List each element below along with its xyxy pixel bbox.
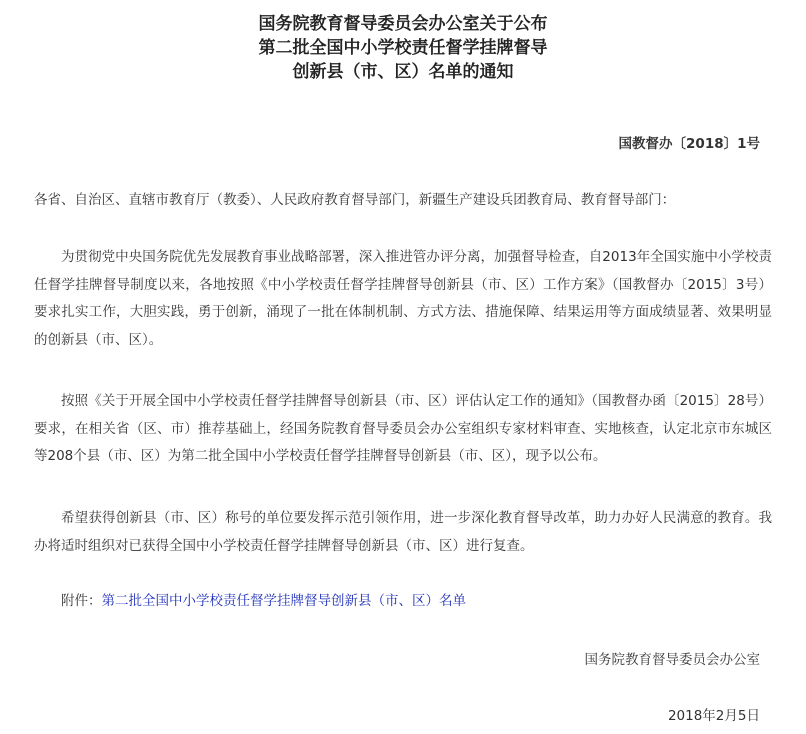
attachment-label: 附件：	[61, 593, 102, 609]
issue-date: 2018年2月5日	[667, 708, 760, 724]
title-line-2: 第二批全国中小学校责任督学挂牌督导	[258, 38, 548, 58]
body-paragraph-2: 按照《关于开展全国中小学校责任督学挂牌督导创新县（市、区）评估认定工作的通知》（国教督办函〔2015〕28号）要求，在相关省（区、市）推荐基础上，经国务院教育督导委员会办公室组织专家材料审查、实地核查，认定北京市东城区等208个县（市、区）为第二批全国中小学校责任督学挂牌督导创新县（市、区），现予以公布。	[34, 393, 772, 464]
title-line-3: 创新县（市、区）名单的通知	[292, 62, 514, 82]
body-paragraph-3: 希望获得创新县（市、区）称号的单位要发挥示范引领作用，进一步深化教育督导改革，助力办好人民满意的教育。我办将适时组织对已获得全国中小学校责任督学挂牌督导创新县（市、区）进行复查。	[34, 510, 772, 554]
issuer-signature: 国务院教育督导委员会办公室	[584, 652, 760, 668]
document-number: 国教督办〔2018〕1号	[618, 136, 760, 152]
attachment-line	[34, 588, 772, 616]
title-line-1: 国务院教育督导委员会办公室关于公布	[258, 14, 548, 34]
attachment-link[interactable]: 第二批全国中小学校责任督学挂牌督导创新县（市、区）名单	[101, 593, 466, 609]
body-paragraph-1: 为贯彻党中央国务院优先发展教育事业战略部署，深入推进管办评分离，加强督导检查，自2013年全国实施中小学校责任督学挂牌督导制度以来，各地按照《中小学校责任督学挂牌督导创新县（市、区）工作方案》（国教督办〔2015〕3号）要求扎实工作，大胆实践，勇于创新，涌现了一批在体制机制、方式方法、措施保障、结果运用等方面成绩显著、效果明显的创新县（市、区）。	[34, 249, 772, 348]
salutation: 各省、自治区、直辖市教育厅（教委）、人民政府教育督导部门，新疆生产建设兵团教育局、教育督导部门：	[34, 192, 676, 208]
